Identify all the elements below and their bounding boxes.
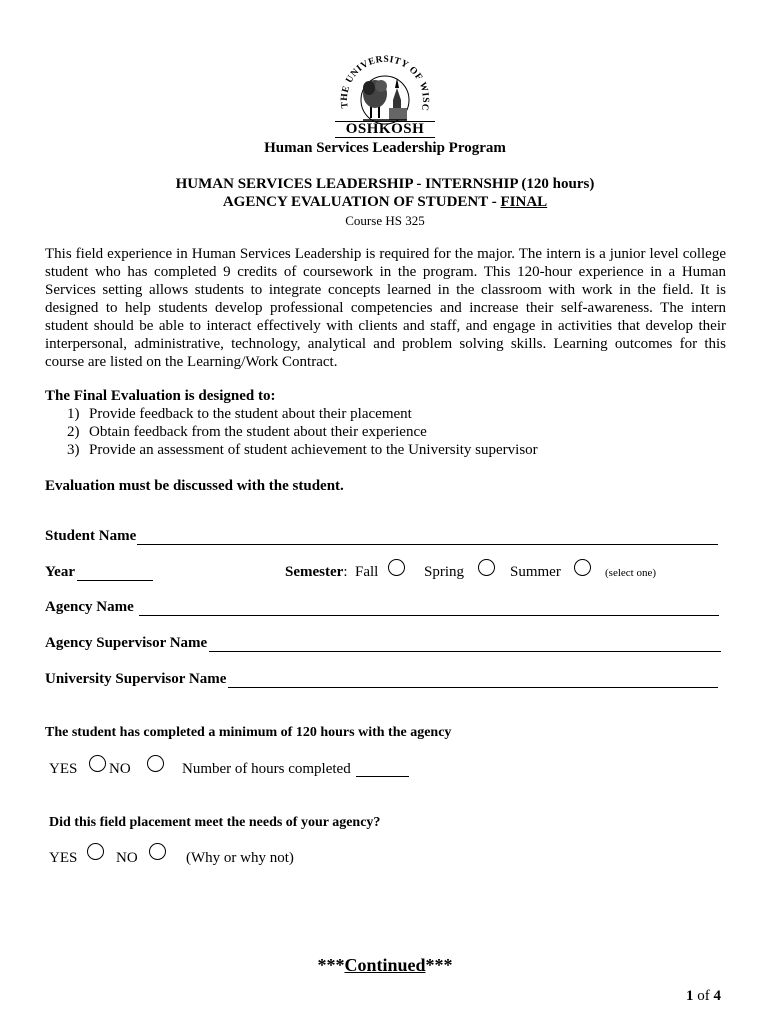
needs-question: Did this field placement meet the needs of your agency? bbox=[49, 815, 381, 830]
logo-arc-text: THE UNIVERSITY OF WISC bbox=[339, 54, 431, 112]
agency-name-label: Agency Name bbox=[45, 599, 134, 615]
semester-summer-label: Summer bbox=[510, 564, 561, 580]
student-name-field[interactable] bbox=[137, 544, 718, 545]
semester-group: Semester: bbox=[285, 564, 348, 580]
hours-question: The student has completed a minimum of 120 hours with the agency bbox=[45, 725, 452, 740]
program-title: Human Services Leadership Program bbox=[264, 140, 506, 156]
needs-yes-radio[interactable] bbox=[87, 843, 104, 860]
needs-no-label: NO bbox=[116, 850, 138, 866]
year-field[interactable] bbox=[77, 580, 153, 581]
agency-name-field[interactable] bbox=[139, 615, 719, 616]
hours-completed-label: Number of hours completed bbox=[182, 761, 351, 777]
form-title-line2 bbox=[0, 194, 770, 211]
logo-name: OSHKOSH bbox=[335, 121, 435, 138]
discuss-note: Evaluation must be discussed with the student. bbox=[45, 478, 344, 494]
hours-no-label: NO bbox=[109, 761, 131, 777]
hours-yes-label: YES bbox=[49, 761, 78, 777]
semester-fall-label: Fall bbox=[355, 564, 379, 580]
purpose-item: 2) Obtain feedback from the student about their experience bbox=[67, 424, 427, 440]
form-title-prefix: AGENCY EVALUATION OF STUDENT - bbox=[222, 194, 501, 210]
form-title-final: FINAL bbox=[500, 194, 548, 210]
university-logo bbox=[335, 38, 435, 140]
semester-fall-radio[interactable] bbox=[388, 559, 405, 576]
agency-supervisor-label: Agency Supervisor Name bbox=[45, 635, 208, 651]
purpose-item: 1) Provide feedback to the student about their placement bbox=[67, 406, 412, 422]
agency-supervisor-field[interactable] bbox=[209, 651, 721, 652]
page-number: 1 of 4 bbox=[686, 988, 721, 1004]
continued-label: ***Continued*** bbox=[317, 955, 453, 975]
purpose-item: 3) Provide an assessment of student achievement to the University supervisor bbox=[67, 442, 538, 458]
hours-completed-field[interactable] bbox=[356, 776, 409, 777]
semester-summer-radio[interactable] bbox=[574, 559, 591, 576]
needs-yes-label: YES bbox=[49, 850, 78, 866]
needs-why-label: (Why or why not) bbox=[186, 850, 294, 866]
university-supervisor-field[interactable] bbox=[228, 687, 718, 688]
semester-label: Semester bbox=[285, 564, 344, 580]
semester-spring-radio[interactable] bbox=[478, 559, 495, 576]
purpose-heading: The Final Evaluation is designed to: bbox=[45, 388, 276, 404]
student-name-label: Student Name bbox=[45, 528, 137, 544]
intro-paragraph: This field experience in Human Services Leadership is required for the major. The intern is a junior level college student who has completed 9 credits of coursework in the program. This 120-hour experience in a Human Services setting allows students to integrate concepts learned in the classroom with work in the field. It is designed to help students develop professional competencies and increase their self-awareness. The intern student should be able to interact effectively with clients and staff, and engage in activities that develop their interpersonal, administrative, technology, analytical and problem solving skills. Learning outcomes for this course are listed on the Learning/Work Contract. bbox=[45, 246, 726, 370]
hours-yes-radio[interactable] bbox=[89, 755, 106, 772]
needs-no-radio[interactable] bbox=[149, 843, 166, 860]
course-number: Course HS 325 bbox=[345, 213, 425, 228]
year-label: Year bbox=[45, 564, 75, 580]
select-one-hint: (select one) bbox=[605, 567, 656, 579]
university-supervisor-label: University Supervisor Name bbox=[45, 671, 227, 687]
purpose-list bbox=[22, 405, 767, 459]
semester-spring-label: Spring bbox=[424, 564, 465, 580]
hours-no-radio[interactable] bbox=[147, 755, 164, 772]
form-title-line1: HUMAN SERVICES LEADERSHIP - INTERNSHIP (120 hours) bbox=[175, 176, 595, 192]
